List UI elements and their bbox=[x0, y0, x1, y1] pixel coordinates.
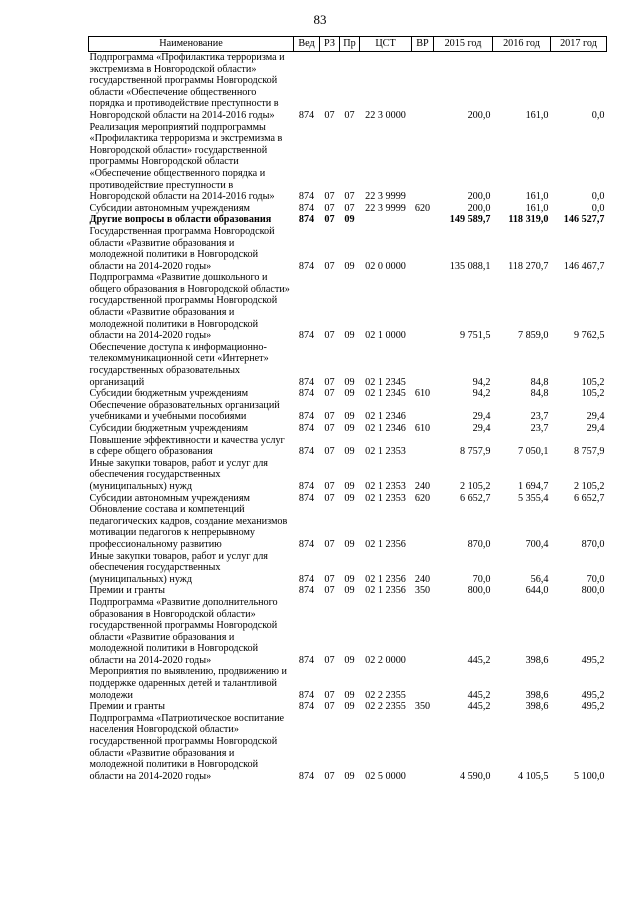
row-cst: 02 1 2346 bbox=[365, 411, 406, 423]
row-ved: 874 bbox=[298, 446, 315, 458]
row-pr: 09 bbox=[344, 446, 355, 458]
row-ved: 874 bbox=[298, 480, 315, 492]
row-value-2016: 7 859,0 bbox=[517, 330, 549, 342]
row-cst: 02 1 2356 bbox=[365, 585, 406, 597]
row-value-2017: 146 467,7 bbox=[563, 260, 605, 272]
row-vr bbox=[412, 504, 434, 550]
row-ved: 874 bbox=[298, 411, 315, 423]
row-value-2017: 105,2 bbox=[581, 388, 605, 400]
row-rz: 07 bbox=[324, 446, 335, 458]
row-rz: 07 bbox=[324, 376, 335, 388]
row-value-2016: 84,8 bbox=[530, 376, 549, 388]
row-vr bbox=[412, 226, 434, 272]
row-pr: 09 bbox=[344, 330, 355, 342]
row-value-2016: 644,0 bbox=[525, 585, 549, 597]
row-value-2017: 495,2 bbox=[581, 654, 605, 666]
row-cst: 02 2 0000 bbox=[365, 654, 406, 666]
row-name: Государственная программа Новгородской области «Развитие образования и молодежной политики в Новгородской области на 2014-2020 годы» bbox=[89, 225, 275, 272]
row-value-2016: 398,6 bbox=[525, 654, 549, 666]
row-value-2017: 146 527,7 bbox=[563, 214, 605, 226]
row-ved: 874 bbox=[298, 376, 315, 388]
table-row bbox=[89, 666, 607, 701]
header-2016: 2016 год bbox=[493, 37, 551, 52]
row-value-2016: 161,0 bbox=[525, 109, 549, 121]
row-vr: 240 bbox=[414, 480, 431, 492]
row-rz: 07 bbox=[324, 770, 335, 782]
row-name: Иные закупки товаров, работ и услуг для обеспечения государственных (муниципальных) нужд bbox=[89, 457, 268, 492]
table-row bbox=[89, 214, 607, 226]
row-name: Премии и гранты bbox=[89, 585, 165, 597]
row-value-2015: 4 590,0 bbox=[459, 770, 491, 782]
row-rz: 07 bbox=[324, 202, 335, 214]
row-value-2015: 445,2 bbox=[467, 689, 491, 701]
header-vr: ВР bbox=[412, 37, 434, 52]
row-value-2017: 495,2 bbox=[581, 701, 605, 713]
table-row bbox=[89, 226, 607, 272]
row-value-2015: 9 751,5 bbox=[459, 330, 491, 342]
row-cst: 02 0 0000 bbox=[365, 260, 406, 272]
row-cst: 02 1 2353 bbox=[365, 446, 406, 458]
row-value-2015: 200,0 bbox=[467, 109, 491, 121]
header-2017: 2017 год bbox=[551, 37, 607, 52]
header-2015: 2015 год bbox=[434, 37, 493, 52]
row-name: Мероприятия по выявлению, продвижению и поддержке одаренных детей и талантливой молодежи bbox=[89, 666, 288, 701]
row-value-2017: 8 757,9 bbox=[573, 446, 605, 458]
header-pr: Пр bbox=[340, 37, 360, 52]
row-value-2017: 2 105,2 bbox=[573, 480, 605, 492]
row-vr: 610 bbox=[414, 423, 431, 434]
row-pr: 09 bbox=[344, 573, 355, 585]
table-row bbox=[89, 400, 607, 423]
row-rz: 07 bbox=[324, 109, 335, 121]
row-value-2015: 200,0 bbox=[467, 202, 491, 214]
budget-table bbox=[88, 36, 607, 782]
row-name: Подпрограмма «Развитие дошкольного и общего образования в Новгородской области» государственной программы Новгородской области «Развитие образования и молодежной политики в Новгородской области на 2014-2020 годы» bbox=[89, 272, 290, 342]
row-pr: 09 bbox=[344, 585, 355, 597]
table-header-row bbox=[89, 37, 607, 52]
row-pr: 09 bbox=[344, 376, 355, 388]
row-name: Субсидии бюджетным учреждениям bbox=[89, 423, 249, 434]
row-rz: 07 bbox=[324, 423, 335, 434]
table-row bbox=[89, 504, 607, 550]
table-row bbox=[89, 342, 607, 388]
row-ved: 874 bbox=[298, 423, 315, 434]
row-value-2015: 2 105,2 bbox=[459, 480, 491, 492]
row-vr: 240 bbox=[414, 573, 431, 585]
row-value-2015: 94,2 bbox=[472, 388, 491, 400]
row-name: Премии и гранты bbox=[89, 701, 165, 713]
row-cst: 02 1 2345 bbox=[365, 376, 406, 388]
row-vr: 350 bbox=[414, 585, 431, 597]
row-name: Подпрограмма «Профилактика терроризма и экстремизма в Новгородской области» государственной программы Новгородской области «Обеспечение общественного порядка и противодействие преступности в Новгородской области на 2014-2016 годы» bbox=[89, 52, 285, 121]
row-cst: 02 5 0000 bbox=[365, 770, 406, 782]
row-rz: 07 bbox=[324, 411, 335, 423]
row-value-2016: 700,4 bbox=[525, 538, 549, 550]
row-rz: 07 bbox=[324, 214, 335, 226]
table-row bbox=[89, 122, 607, 203]
row-cst: 02 1 2353 bbox=[365, 492, 406, 504]
row-ved: 874 bbox=[298, 770, 315, 782]
row-value-2017: 0,0 bbox=[591, 109, 605, 121]
header-rz: РЗ bbox=[320, 37, 340, 52]
row-pr: 07 bbox=[344, 191, 355, 203]
row-value-2016: 23,7 bbox=[530, 411, 549, 423]
row-name: Другие вопросы в области образования bbox=[89, 214, 272, 226]
row-ved: 874 bbox=[298, 214, 315, 226]
row-cst: 02 2 2355 bbox=[365, 701, 406, 713]
row-vr: 620 bbox=[414, 202, 431, 214]
row-value-2016: 5 355,4 bbox=[517, 492, 549, 504]
row-value-2016: 161,0 bbox=[525, 191, 549, 203]
row-pr: 09 bbox=[344, 388, 355, 400]
row-pr: 09 bbox=[344, 260, 355, 272]
row-vr bbox=[412, 597, 434, 667]
row-cst: 22 3 9999 bbox=[365, 191, 406, 203]
row-name: Обновление состава и компетенций педагогических кадров, создание механизмов мотивации педагогов к непрерывному профессиональному развитию bbox=[89, 504, 288, 550]
table-row bbox=[89, 388, 607, 400]
row-value-2015: 70,0 bbox=[472, 573, 491, 585]
row-vr bbox=[412, 272, 434, 342]
row-value-2015: 135 088,1 bbox=[449, 260, 491, 272]
row-name: Обеспечение доступа к информационно-телекоммуникационной сети «Интернет» государственных образовательных организаций bbox=[89, 341, 269, 388]
row-vr bbox=[412, 122, 434, 203]
row-value-2017: 29,4 bbox=[586, 423, 605, 434]
row-ved: 874 bbox=[298, 573, 315, 585]
row-vr: 620 bbox=[414, 492, 431, 504]
row-value-2015: 149 589,7 bbox=[449, 214, 491, 226]
row-value-2016: 56,4 bbox=[530, 573, 549, 585]
row-cst: 02 1 2356 bbox=[365, 538, 406, 550]
row-vr bbox=[412, 400, 434, 423]
row-vr bbox=[412, 342, 434, 388]
row-value-2015: 800,0 bbox=[467, 585, 491, 597]
row-name: Субсидии автономным учреждениям bbox=[89, 202, 250, 214]
row-value-2017: 29,4 bbox=[586, 411, 605, 423]
row-value-2015: 6 652,7 bbox=[459, 492, 491, 504]
row-ved: 874 bbox=[298, 260, 315, 272]
row-value-2017: 800,0 bbox=[581, 585, 605, 597]
table-row bbox=[89, 423, 607, 435]
row-pr: 09 bbox=[344, 423, 355, 434]
row-cst: 02 1 2346 bbox=[365, 423, 406, 434]
row-ved: 874 bbox=[298, 654, 315, 666]
table-row bbox=[89, 272, 607, 342]
row-name: Обеспечение образовательных организаций учебниками и учебными пособиями bbox=[89, 399, 280, 423]
row-pr: 09 bbox=[344, 770, 355, 782]
row-pr: 09 bbox=[344, 411, 355, 423]
row-value-2017: 495,2 bbox=[581, 689, 605, 701]
row-cst bbox=[360, 214, 412, 226]
row-value-2015: 29,4 bbox=[472, 411, 491, 423]
row-rz: 07 bbox=[324, 480, 335, 492]
row-ved: 874 bbox=[298, 191, 315, 203]
row-value-2016: 23,7 bbox=[530, 423, 549, 434]
row-rz: 07 bbox=[324, 492, 335, 504]
row-rz: 07 bbox=[324, 260, 335, 272]
row-value-2017: 9 762,5 bbox=[573, 330, 605, 342]
row-name: Иные закупки товаров, работ и услуг для обеспечения государственных (муниципальных) нужд bbox=[89, 550, 268, 585]
row-value-2017: 70,0 bbox=[586, 573, 605, 585]
table-row bbox=[89, 585, 607, 597]
row-vr bbox=[412, 713, 434, 783]
row-pr: 09 bbox=[344, 538, 355, 550]
row-ved: 874 bbox=[298, 689, 315, 701]
row-value-2015: 94,2 bbox=[472, 376, 491, 388]
row-value-2016: 84,8 bbox=[530, 388, 549, 400]
row-ved: 874 bbox=[298, 330, 315, 342]
row-value-2017: 5 100,0 bbox=[573, 770, 605, 782]
row-value-2016: 161,0 bbox=[525, 202, 549, 214]
row-value-2015: 870,0 bbox=[467, 538, 491, 550]
row-value-2016: 4 105,5 bbox=[517, 770, 549, 782]
table-row bbox=[89, 458, 607, 493]
row-name: Повышение эффективности и качества услуг в сфере общего образования bbox=[89, 434, 285, 458]
header-name: Наименование bbox=[89, 37, 294, 52]
row-rz: 07 bbox=[324, 330, 335, 342]
row-cst: 22 3 0000 bbox=[365, 109, 406, 121]
table-row bbox=[89, 713, 607, 783]
row-value-2015: 200,0 bbox=[467, 191, 491, 203]
row-pr: 07 bbox=[344, 109, 355, 121]
row-name: Реализация мероприятий подпрограммы «Профилактика терроризма и экстремизма в Новгородской области» государственной программы Новгородской области «Обеспечение общественного порядка и противодействие преступности в Новгородской области на 2014-2016 годы» bbox=[89, 121, 283, 203]
row-vr bbox=[412, 52, 434, 122]
row-ved: 874 bbox=[298, 202, 315, 214]
row-value-2016: 1 694,7 bbox=[517, 480, 549, 492]
row-cst: 02 1 0000 bbox=[365, 330, 406, 342]
table-row bbox=[89, 493, 607, 505]
row-name: Субсидии бюджетным учреждениям bbox=[89, 388, 249, 400]
row-cst: 02 1 2356 bbox=[365, 573, 406, 585]
row-vr: 350 bbox=[414, 701, 431, 713]
row-name: Субсидии автономным учреждениям bbox=[89, 492, 250, 504]
row-rz: 07 bbox=[324, 388, 335, 400]
row-cst: 02 1 2345 bbox=[365, 388, 406, 400]
page-number: 83 bbox=[313, 12, 327, 27]
row-vr bbox=[412, 435, 434, 458]
row-ved: 874 bbox=[298, 492, 315, 504]
table-row bbox=[89, 551, 607, 586]
row-value-2017: 0,0 bbox=[591, 191, 605, 203]
row-cst: 02 1 2353 bbox=[365, 480, 406, 492]
row-value-2017: 870,0 bbox=[581, 538, 605, 550]
row-rz: 07 bbox=[324, 701, 335, 713]
row-pr: 09 bbox=[344, 214, 355, 226]
row-pr: 09 bbox=[344, 701, 355, 713]
table-row bbox=[89, 435, 607, 458]
row-value-2017: 105,2 bbox=[581, 376, 605, 388]
row-ved: 874 bbox=[298, 701, 315, 713]
table-row bbox=[89, 52, 607, 122]
row-rz: 07 bbox=[324, 573, 335, 585]
row-pr: 09 bbox=[344, 492, 355, 504]
row-rz: 07 bbox=[324, 191, 335, 203]
row-ved: 874 bbox=[298, 585, 315, 597]
row-rz: 07 bbox=[324, 654, 335, 666]
row-name: Подпрограмма «Патриотическое воспитание населения Новгородской области» государственной программы Новгородской области «Развитие образования и молодежной политики в Новгородской области на 2014-2020 годы» bbox=[89, 712, 285, 782]
header-cst: ЦСТ bbox=[360, 37, 412, 52]
row-value-2016: 118 319,0 bbox=[508, 214, 549, 226]
table-row bbox=[89, 597, 607, 667]
row-value-2015: 445,2 bbox=[467, 654, 491, 666]
row-pr: 07 bbox=[344, 202, 355, 214]
row-vr: 610 bbox=[414, 388, 431, 400]
row-cst: 02 2 2355 bbox=[365, 689, 406, 701]
row-rz: 07 bbox=[324, 689, 335, 701]
row-ved: 874 bbox=[298, 109, 315, 121]
row-rz: 07 bbox=[324, 585, 335, 597]
row-value-2015: 29,4 bbox=[472, 423, 491, 434]
row-pr: 09 bbox=[344, 689, 355, 701]
row-value-2016: 118 270,7 bbox=[508, 260, 549, 272]
row-value-2015: 445,2 bbox=[467, 701, 491, 713]
table-row bbox=[89, 203, 607, 215]
row-vr bbox=[412, 214, 434, 226]
row-vr bbox=[412, 666, 434, 701]
header-ved: Вед bbox=[294, 37, 320, 52]
table-body bbox=[89, 52, 607, 783]
row-value-2015: 8 757,9 bbox=[459, 446, 491, 458]
row-pr: 09 bbox=[344, 654, 355, 666]
row-pr: 09 bbox=[344, 480, 355, 492]
row-value-2016: 7 050,1 bbox=[517, 446, 549, 458]
row-ved: 874 bbox=[298, 538, 315, 550]
row-value-2017: 0,0 bbox=[591, 202, 605, 214]
row-value-2016: 398,6 bbox=[525, 689, 549, 701]
row-name: Подпрограмма «Развитие дополнительного образования в Новгородской области» государственной программы Новгородской области «Развитие образования и молодежной политики в Новгородской области на 2014-2020 годы» bbox=[89, 596, 278, 666]
table-row bbox=[89, 701, 607, 713]
row-value-2016: 398,6 bbox=[525, 701, 549, 713]
row-rz: 07 bbox=[324, 538, 335, 550]
row-value-2017: 6 652,7 bbox=[573, 492, 605, 504]
row-cst: 22 3 9999 bbox=[365, 202, 406, 214]
row-ved: 874 bbox=[298, 388, 315, 400]
